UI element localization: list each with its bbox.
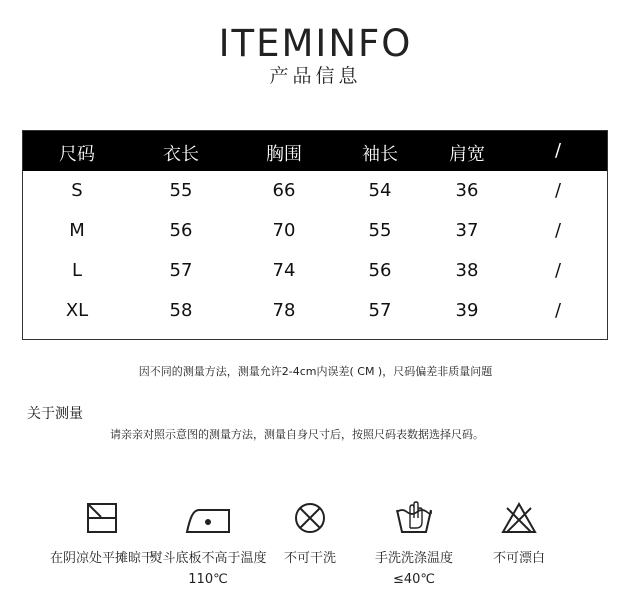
table-row	[23, 171, 607, 211]
dry-flat-shade-icon	[84, 500, 120, 536]
care-label: 熨斗底板不高于温度110℃	[149, 551, 267, 587]
table-cell: 36	[455, 180, 479, 201]
table-cell: 38	[455, 260, 479, 281]
care-item-hand-wash	[354, 500, 474, 590]
table-cell: 74	[272, 260, 296, 281]
care-label: 不可干洗	[283, 551, 336, 566]
column-header-sleeve: 袖长	[362, 144, 398, 165]
care-label: 手洗洗涤温度≤40℃	[374, 551, 453, 587]
table-cell: 57	[169, 260, 193, 281]
table-cell: 57	[368, 300, 392, 321]
table-cell: 55	[368, 220, 392, 241]
column-header-shoulder: 肩宽	[449, 144, 485, 165]
table-cell: 70	[272, 220, 296, 241]
table-row	[23, 291, 607, 331]
care-item-no-dry-clean	[250, 500, 370, 569]
hand-wash-icon	[394, 500, 434, 536]
care-item-dry-flat	[42, 500, 162, 569]
table-row	[23, 251, 607, 291]
size-table	[22, 130, 608, 340]
measure-heading: 关于测量	[27, 406, 83, 422]
table-cell: /	[554, 300, 562, 321]
measure-text: 请亲亲对照示意图的测量方法，测量自身尺寸后，按照尺码表数据选择尺码。	[110, 428, 484, 441]
page-subtitle: 产品信息	[269, 65, 362, 87]
no-dry-clean-icon	[292, 500, 328, 536]
table-cell: /	[554, 180, 562, 201]
table-cell: 78	[272, 300, 296, 321]
column-header-size: 尺码	[59, 144, 95, 165]
column-header-extra: /	[554, 140, 562, 161]
table-cell: 66	[272, 180, 296, 201]
table-cell: L	[71, 260, 83, 281]
table-cell: M	[69, 220, 85, 241]
care-item-no-bleach	[459, 500, 579, 569]
table-cell: 56	[169, 220, 193, 241]
table-header-row	[23, 131, 607, 171]
table-cell: /	[554, 220, 562, 241]
page-title: ITEMINFO	[218, 22, 413, 65]
iron-low-temp-icon	[183, 500, 233, 536]
care-label: 不可漂白	[492, 551, 545, 566]
table-cell: 39	[455, 300, 479, 321]
measurement-note: 因不同的测量方法，测量允许2-4cm内误差( CM )，尺码偏差非质量问题	[138, 365, 493, 378]
column-header-chest: 胸围	[266, 144, 302, 165]
care-label: 在阴凉处平摊晾干	[49, 551, 154, 566]
table-cell: S	[71, 180, 83, 201]
table-cell: 55	[169, 180, 193, 201]
no-bleach-icon	[499, 500, 539, 536]
table-cell: 54	[368, 180, 392, 201]
table-cell: 37	[455, 220, 479, 241]
column-header-length: 衣长	[163, 144, 199, 165]
table-cell: 56	[368, 260, 392, 281]
table-cell: /	[554, 260, 562, 281]
table-cell: 58	[169, 300, 193, 321]
table-cell: XL	[65, 300, 89, 321]
table-row	[23, 211, 607, 251]
